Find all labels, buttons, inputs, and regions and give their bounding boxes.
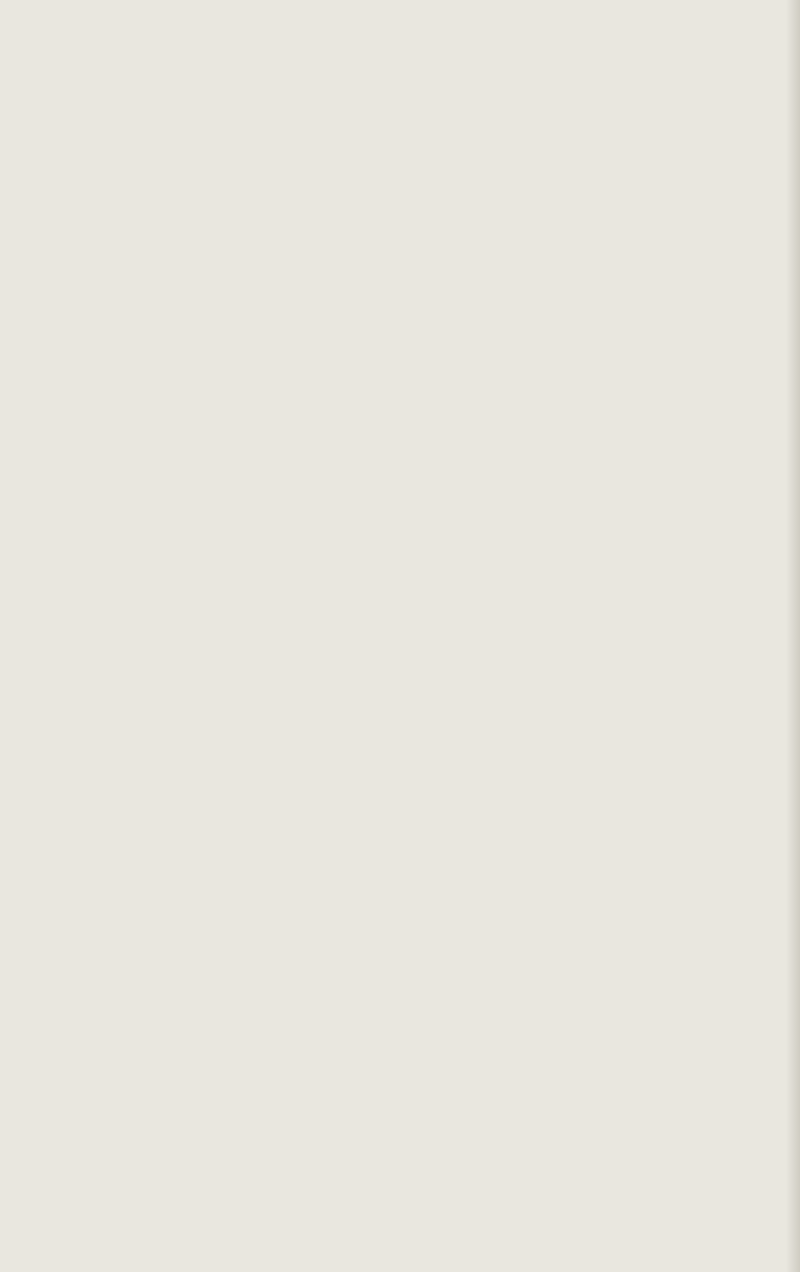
page-edge-shadow	[786, 0, 800, 1272]
